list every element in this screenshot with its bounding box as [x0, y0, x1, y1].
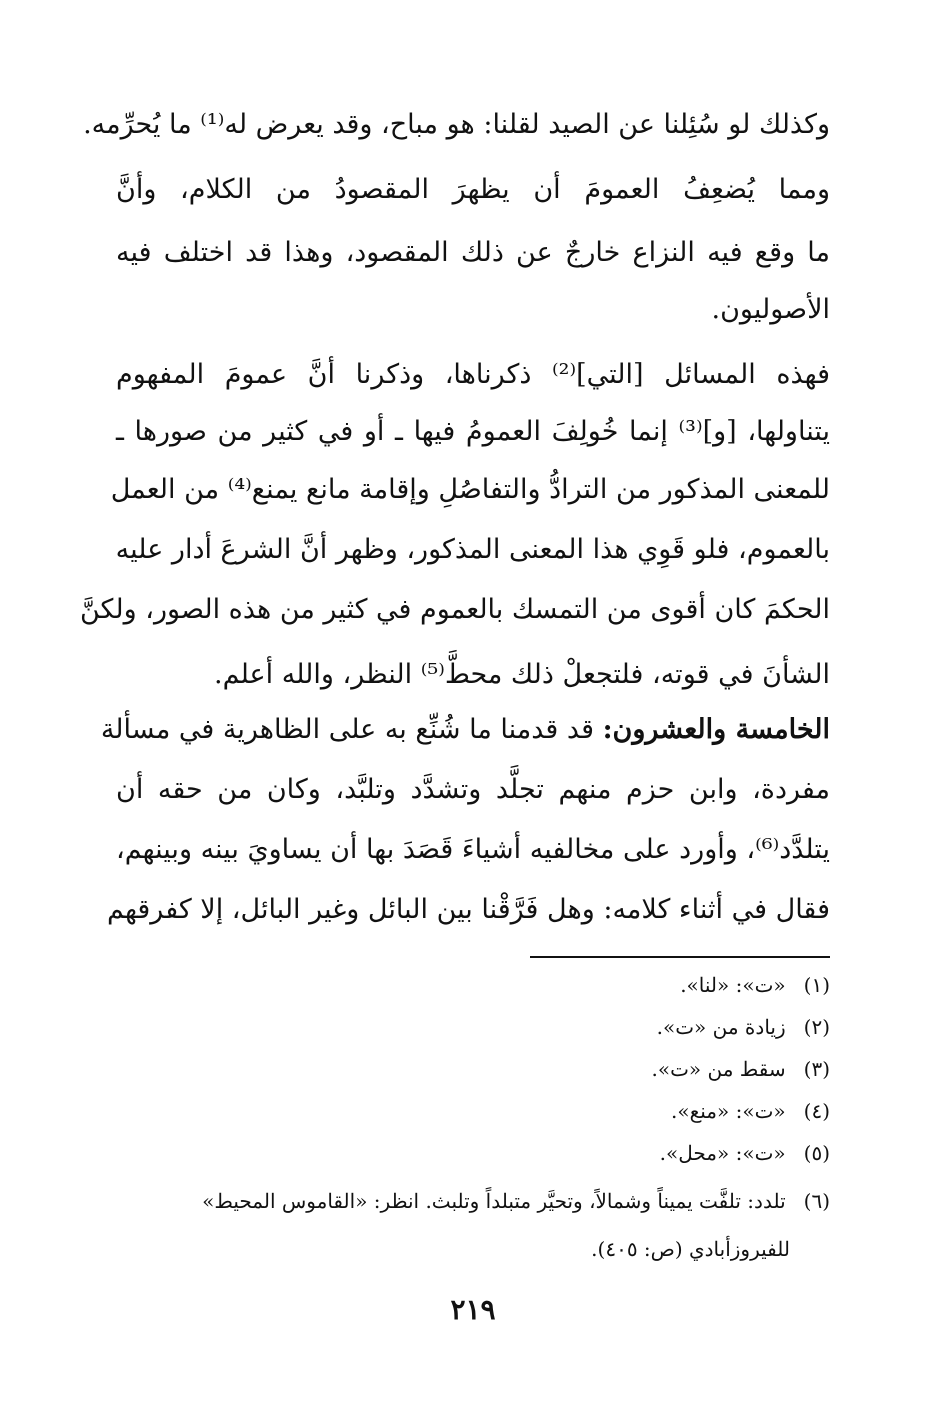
footnote-text: تلدد: تلفَّت يميناً وشمالاً، وتحيَّر متبلداً وتلبث. انظر: «القاموس المحيط»: [202, 1189, 786, 1213]
body-line-8: بالعموم، فلو قَوِي هذا المعنى المذكور، وظهر أنَّ الشرعَ أدار عليه: [115, 534, 830, 565]
section-line-1-text: قد قدمنا ما شُنِّع به على الظاهرية في مسألة: [100, 714, 594, 745]
footnote-number: (٤): [803, 1099, 830, 1123]
footnote-5: [116, 1138, 830, 1168]
body-line-10: الشأنَ في قوته، فلتجعلْ ذلك محطَّ⁽⁵⁾ النظر، والله أعلم.: [214, 659, 830, 690]
body-line-2: ومما يُضعِفُ العمومَ أن يظهرَ المقصودُ من الكلام، وأنَّ: [116, 174, 830, 205]
footnote-text: سقط من «ت».: [651, 1057, 786, 1081]
footnote-text: زيادة من «ت».: [656, 1015, 786, 1039]
footnote-1: [116, 970, 830, 1000]
footnote-separator: [530, 956, 830, 958]
footnote-number: (٢): [803, 1015, 830, 1039]
body-line-1: وكذلك لو سُئِلنا عن الصيد لقلنا: هو مباح، وقد يعرض له⁽¹⁾ ما يُحرِّمه.: [83, 109, 830, 140]
body-line-7: للمعنى المذكور من الترادُّ والتفاصُلِ وإقامة مانع يمنع⁽⁴⁾ من العمل: [110, 474, 830, 505]
footnote-text: «ت»: «محل».: [659, 1141, 786, 1165]
body-line-6: يتناولها، [و]⁽³⁾ إنما خُولِفَ العمومُ فيها ـ أو في كثير من صورها ـ: [116, 416, 831, 447]
body-line-13: يتلدَّد⁽⁶⁾، وأورد على مخالفيه أشياءَ قَصَدَ بها أن يساويَ بينه وبينهم،: [116, 834, 830, 865]
footnote-number: (١): [803, 973, 830, 997]
body-line-14: فقال في أثناء كلامه: وهل فَرَّقْنا بين البائل وغير البائل، إلا كفرقهم: [106, 894, 830, 925]
footnote-text: «ت»: «لنا».: [680, 973, 786, 997]
page-number: ٢١٩: [450, 1293, 496, 1326]
body-line-12: مفردة، وابن حزم منهم تجلَّد وتشدَّد وتلبَّد، وكان من حقه أن: [116, 774, 830, 805]
footnote-number: (٦): [803, 1189, 830, 1213]
footnote-2: [116, 1012, 830, 1042]
body-line-3: ما وقع فيه النزاع خارجٌ عن ذلك المقصود، وهذا قد اختلف فيه: [116, 237, 830, 268]
body-line-5: فهذه المسائل [التي]⁽²⁾ ذكرناها، وذكرنا أنَّ عمومَ المفهوم: [116, 359, 831, 390]
body-line-9: الحكمَ كان أقوى من التمسك بالعموم في كثير من هذه الصور، ولكنَّ: [79, 594, 830, 625]
footnote-number: (٥): [803, 1141, 830, 1165]
footnote-6: [116, 1186, 830, 1216]
section-heading: الخامسة والعشرون:: [602, 714, 830, 745]
footnote-number: (٣): [803, 1057, 830, 1081]
section-line-1: [100, 710, 830, 750]
footnote-6-continuation: للفيروزأبادي (ص: ٤٠٥).: [591, 1237, 790, 1261]
footnote-text: «ت»: «منع».: [671, 1099, 786, 1123]
footnote-3: [116, 1054, 830, 1084]
body-line-4: الأصوليون.: [711, 294, 830, 325]
footnote-4: [116, 1096, 830, 1126]
